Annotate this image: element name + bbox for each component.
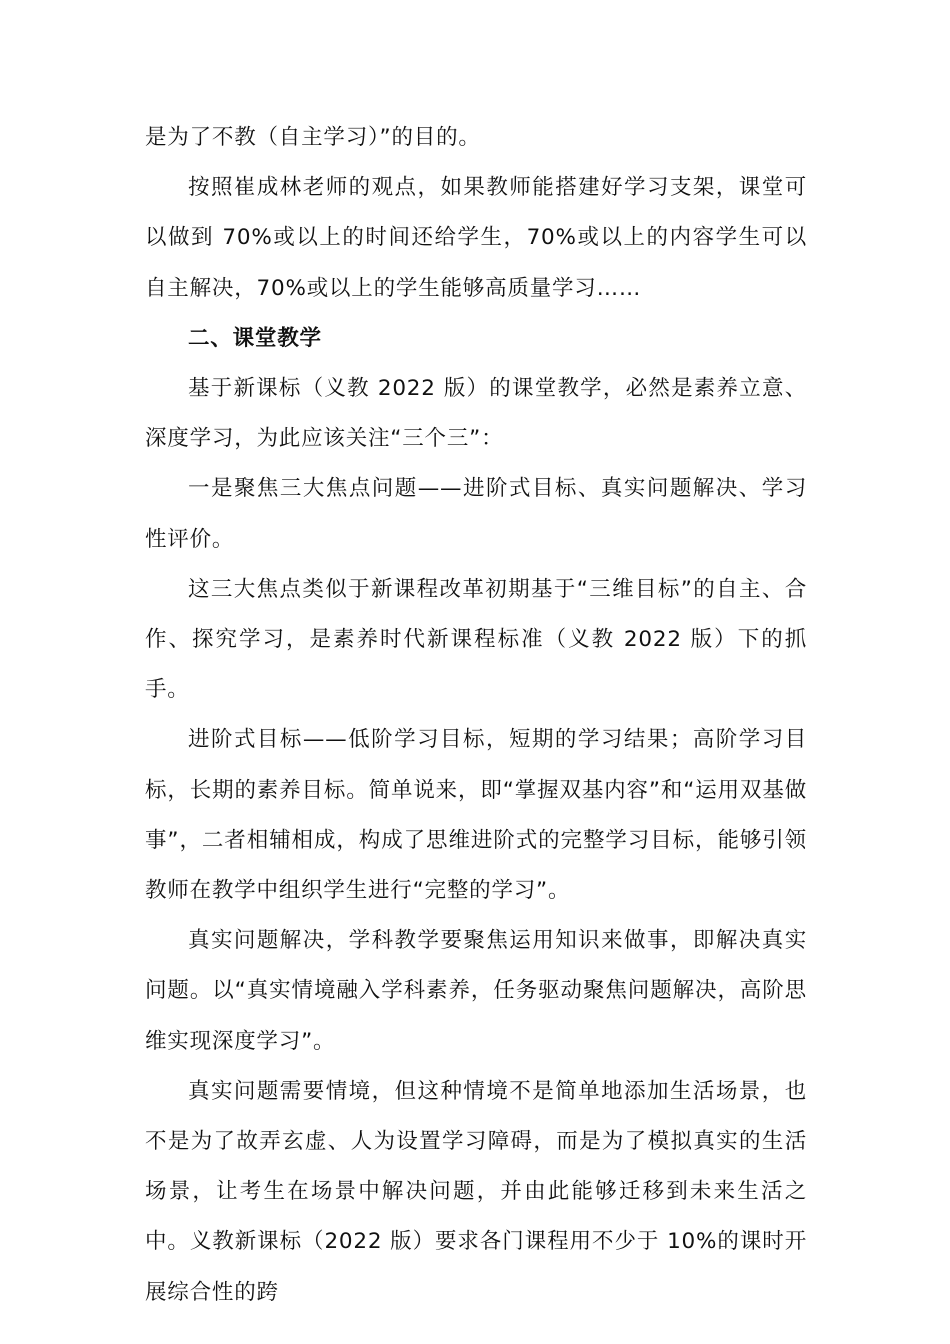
paragraph-three-focus-issues: 一是聚焦三大焦点问题——进阶式目标、真实问题解决、学习性评价。 [145,476,807,552]
paragraph-new-curriculum: 基于新课标（义教 2022 版）的课堂教学，必然是素养立意、深度学习，为此应该关注“三个三”： [145,376,807,452]
paragraph-three-dimensional-goals: 这三大焦点类似于新课程改革初期基于“三维目标”的自主、合作、探究学习，是素养时代新课程标准（义教 2022 版）下的抓手。 [145,576,807,703]
paragraph-continuation: 是为了不教（自主学习）”的目的。 [145,125,481,150]
paragraph-cui-chenglin-view: 按照崔成林老师的观点，如果教师能搭建好学习支架，课堂可以做到 70%或以上的时间还给学生，70%或以上的内容学生可以自主解决，70%或以上的学生能够高质量学习…… [145,175,807,301]
paragraph-real-situations: 真实问题需要情境，但这种情境不是简单地添加生活场景，也不是为了故弄玄虚、人为设置学习障碍，而是为了模拟真实的生活场景，让考生在场景中解决问题，并由此能够迁移到未来生活之中。义教新课标（2022 版）要求各门课程用不少于 10%的课时开展综合性的跨 [145,1078,807,1305]
paragraph-progressive-goals: 进阶式目标——低阶学习目标，短期的学习结果；高阶学习目标，长期的素养目标。简单说来，即“掌握双基内容”和“运用双基做事”，二者相辅相成，构成了思维进阶式的完整学习目标，能够引领教师在教学中组织学生进行“完整的学习”。 [145,727,807,904]
text-column [145,113,807,1318]
section-heading: 二、课堂教学 [188,325,322,351]
paragraph-real-problem-solving: 真实问题解决，学科教学要聚焦运用知识来做事，即解决真实问题。以“真实情境融入学科素养，任务驱动聚焦问题解决，高阶思维实现深度学习”。 [145,928,807,1054]
